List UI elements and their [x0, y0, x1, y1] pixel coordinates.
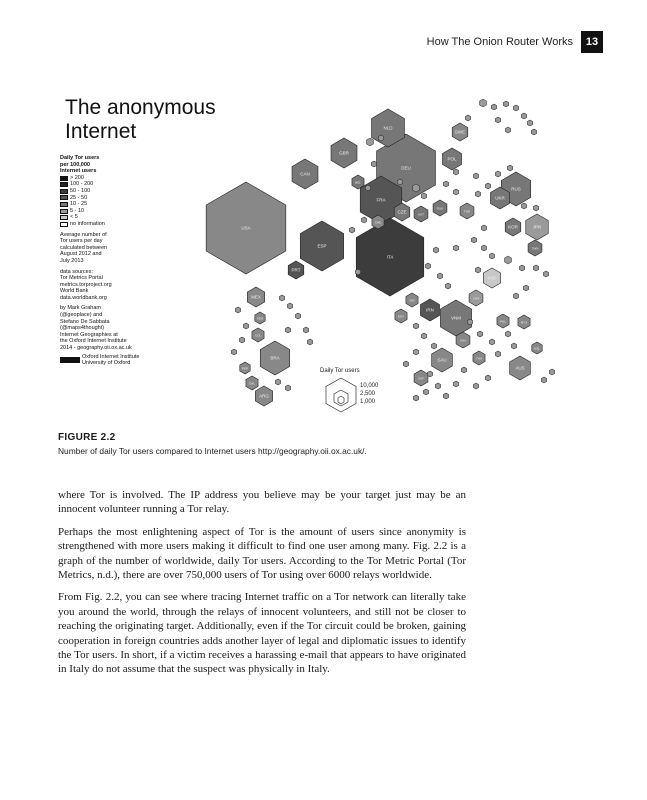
size-legend-value: 2,500	[360, 391, 376, 397]
small-country-hexagon	[533, 205, 538, 211]
small-country-hexagon	[475, 267, 480, 273]
small-country-hexagon	[285, 327, 290, 333]
country-hexagon-ita	[356, 218, 424, 296]
small-country-hexagon	[453, 245, 458, 251]
credit-line: by Mark Graham	[60, 305, 101, 312]
legend-heading-line: Internet users	[60, 168, 97, 175]
country-label: CHL	[248, 381, 256, 386]
small-country-hexagon	[503, 101, 508, 107]
country-label: IDN	[460, 338, 466, 343]
small-country-hexagon	[403, 361, 408, 367]
small-country-hexagon	[397, 179, 402, 185]
logo-line: Oxford Internet Institute	[82, 353, 140, 360]
country-label: MYS	[520, 320, 528, 325]
country-hexagon-col	[252, 328, 264, 342]
small-country-hexagon	[361, 217, 366, 223]
small-country-hexagon	[445, 283, 450, 289]
figure-title-line-1: The anonymous	[65, 96, 216, 119]
credit-line: (@geoplace) and	[60, 312, 103, 319]
page-header	[427, 31, 603, 53]
small-country-hexagon	[521, 113, 526, 119]
page-number: 13	[581, 31, 603, 53]
size-legend-title: Daily Tor users	[320, 368, 360, 374]
country-label: NZL	[534, 346, 540, 351]
country-label: IND	[488, 275, 496, 281]
country-label: JPN	[532, 224, 542, 230]
country-label: ZAF	[418, 376, 424, 381]
size-legend	[320, 368, 379, 412]
country-hexagon-pol	[442, 148, 461, 170]
small-country-hexagon	[421, 333, 426, 339]
small-country-hexagon	[489, 339, 494, 345]
small-country-hexagon	[435, 383, 440, 389]
small-country-hexagon	[413, 184, 420, 192]
note-line: July 2013	[60, 257, 84, 264]
legend-swatch	[60, 222, 68, 227]
country-hexagon-gbr	[331, 138, 357, 168]
small-country-hexagon	[481, 245, 486, 251]
legend-label: 10 - 25	[70, 201, 88, 208]
source-line: Tor Metrics Portal	[60, 275, 103, 282]
small-country-hexagon	[421, 193, 426, 199]
country-hexagon-chn	[469, 290, 483, 306]
small-country-hexagon	[461, 367, 466, 373]
small-country-hexagon	[505, 331, 510, 337]
country-label: TWN	[531, 246, 539, 251]
country-hexagon-nzl	[532, 342, 542, 354]
country-label: AUT	[418, 212, 424, 217]
small-country-hexagon	[521, 203, 526, 209]
country-hexagon-chl	[246, 376, 258, 390]
small-country-hexagon	[453, 169, 458, 175]
country-label: CZE	[397, 209, 407, 215]
figure-title-line-2: Internet	[65, 120, 137, 143]
country-label: SAU	[437, 357, 447, 363]
small-country-hexagon	[513, 105, 518, 111]
country-label: PRT	[291, 267, 301, 273]
small-country-hexagon	[465, 115, 470, 121]
country-hexagon-arg	[255, 386, 272, 406]
country-label: VEN	[256, 316, 264, 321]
country-hexagon-kor	[505, 218, 521, 236]
country-hexagon-zaf	[414, 370, 428, 386]
small-country-hexagon	[471, 237, 476, 243]
small-country-hexagon	[519, 265, 524, 271]
country-hexagon-prt	[288, 261, 304, 279]
small-country-hexagon	[413, 395, 418, 401]
logo-line: University of Oxford	[82, 360, 131, 367]
small-country-hexagon	[371, 161, 376, 167]
country-hexagon-twn	[528, 240, 542, 256]
country-label: ISR	[409, 298, 415, 303]
paragraph: Perhaps the most enlightening aspect of Tor is the amount of users since anonymity is strengthened with more users making it difficult to find one user among many. Fig. 2.2 is a graph of the number of worldwide, daily Tor users. According to the Tor Metric Portal (Tor Metrics, n.d.), there are over 750,000 users of Tor using over 6000 relays worldwide.	[58, 525, 466, 582]
country-label: CAN	[300, 171, 310, 177]
credit-line: Internet Geographies at	[60, 331, 118, 338]
small-country-hexagon	[473, 383, 478, 389]
country-label: THA	[476, 356, 482, 361]
small-country-hexagon	[527, 120, 532, 126]
country-label: UKR	[495, 195, 505, 201]
country-label: EGY	[397, 314, 405, 319]
country-hexagon-ind	[483, 268, 500, 288]
small-country-hexagon	[489, 253, 494, 259]
country-hexagon-tha	[473, 351, 485, 365]
small-country-hexagon	[355, 269, 360, 275]
figure-label: FIGURE 2.2	[58, 432, 116, 443]
country-label: BRA	[270, 355, 280, 361]
small-country-hexagon	[413, 349, 418, 355]
country-hexagon-sau	[432, 348, 453, 372]
small-country-hexagon	[485, 375, 490, 381]
country-label: GBR	[339, 150, 349, 156]
logo-mark-icon	[60, 357, 80, 363]
small-country-hexagon	[365, 185, 370, 191]
country-hexagon-isr	[406, 293, 418, 307]
small-country-hexagon	[495, 117, 500, 123]
country-label: NLD	[383, 125, 393, 131]
running-title: How The Onion Router Works	[426, 36, 573, 48]
legend-swatch	[60, 176, 68, 181]
small-country-hexagon	[543, 271, 548, 277]
country-hexagon-aus	[510, 356, 531, 380]
legend-label: 5 - 10	[70, 207, 85, 214]
country-label: COL	[254, 333, 262, 338]
country-hexagon-usa	[206, 182, 286, 274]
legend-swatch	[60, 209, 68, 214]
small-country-hexagon	[495, 351, 500, 357]
credit-line: the Oxford Internet Institute	[60, 338, 127, 345]
legend-swatch	[60, 189, 68, 194]
paragraph: where Tor is involved. The IP address you believe may be your target just may be an innocent volunteer running a Tor relay.	[58, 489, 466, 516]
credit-line: Stefano De Sabbata	[60, 318, 110, 325]
small-country-hexagon	[485, 183, 490, 189]
small-country-hexagon	[433, 247, 438, 253]
legend-label: no information	[70, 220, 105, 227]
country-hexagon-tur	[460, 203, 474, 219]
hexagon-cartogram-figure	[58, 90, 598, 430]
small-country-hexagon	[453, 381, 458, 387]
small-country-hexagon	[505, 256, 512, 264]
country-hexagon-irn	[420, 299, 439, 321]
small-country-hexagon	[275, 379, 280, 385]
legend-swatch	[60, 195, 68, 200]
country-hexagon-per	[240, 362, 250, 374]
country-hexagon-mex	[247, 287, 264, 307]
small-country-hexagon	[467, 319, 472, 325]
country-hexagon-jpn	[526, 214, 549, 240]
country-hexagon-ven	[255, 312, 265, 324]
country-label: USA	[241, 225, 251, 231]
small-country-hexagon	[549, 369, 554, 375]
small-country-hexagon	[367, 138, 374, 146]
body-text	[58, 488, 466, 685]
legend-label: 25 - 50	[70, 194, 88, 201]
source-line: data sources:	[60, 268, 94, 275]
small-country-hexagon	[235, 307, 240, 313]
country-label: BEL	[355, 180, 361, 185]
credit-line: (@maps4thought)	[60, 325, 105, 332]
note-line: August 2012 and	[60, 251, 102, 258]
small-country-hexagon	[533, 265, 538, 271]
hexagon-map	[138, 90, 598, 430]
small-country-hexagon	[413, 323, 418, 329]
small-country-hexagon	[507, 165, 512, 171]
country-label: PHL	[500, 319, 506, 324]
country-label: ITA	[386, 254, 394, 260]
legend-label: 50 - 100	[70, 187, 91, 194]
country-label: IRN	[426, 307, 434, 313]
small-country-hexagon	[511, 343, 516, 349]
country-label: KOR	[508, 224, 518, 230]
small-country-hexagon	[303, 327, 308, 333]
small-country-hexagon	[285, 385, 290, 391]
country-label: FRA	[376, 197, 386, 203]
country-hexagon-vnm	[440, 300, 471, 336]
legend-label: 100 - 200	[70, 181, 94, 188]
legend-swatch	[60, 202, 68, 207]
small-country-hexagon	[491, 104, 496, 110]
small-country-hexagon	[443, 393, 448, 399]
small-country-hexagon	[295, 313, 300, 319]
country-hexagon-can	[292, 159, 318, 189]
size-legend-value: 1,000	[360, 399, 376, 405]
small-country-hexagon	[378, 135, 383, 141]
source-line: metrics.torproject.org	[60, 281, 112, 288]
size-legend-value: 10,000	[360, 383, 379, 389]
small-country-hexagon	[437, 273, 442, 279]
small-country-hexagon	[243, 323, 248, 329]
legend-label: < 5	[70, 214, 78, 221]
country-hexagon-bra	[260, 341, 289, 375]
credit-line: 2014 - geography.oii.ox.ac.uk	[60, 345, 132, 352]
country-label: ARG	[259, 393, 269, 399]
small-country-hexagon	[231, 349, 236, 355]
country-hexagon-esp	[300, 221, 343, 271]
country-hexagon-rou	[433, 200, 447, 216]
country-hexagon-aut	[414, 206, 428, 222]
country-label: MEX	[251, 294, 261, 300]
small-country-hexagon	[279, 295, 284, 301]
country-label: ESP	[317, 243, 327, 249]
country-label: CHE	[374, 220, 382, 225]
small-country-hexagon	[307, 339, 312, 345]
country-hexagon-swe	[452, 123, 468, 141]
paragraph: From Fig. 2.2, you can see where tracing Internet traffic on a Tor network can literally take you around the world, through the relays of innocent volunteers, and still not be closer to reaching the originating target. Additionally, even if the Tor circuit could be broken, gaining cooperation in foreign countries adds another layer of legal and diplomatic issues to identify the Tor users. In short, if a victim receives a harassing e-mail that appears to have originated in Italy do not assume that the suspect was physically in Italy.	[58, 591, 466, 676]
legend-swatch	[60, 182, 68, 187]
source-line: data.worldbank.org	[60, 294, 107, 301]
small-country-hexagon	[287, 303, 292, 309]
country-hexagon-phl	[497, 314, 509, 328]
country-hexagon-egy	[395, 309, 407, 323]
small-country-hexagon	[427, 371, 432, 377]
legend-label: > 200	[70, 174, 84, 181]
small-country-hexagon	[541, 377, 546, 383]
small-country-hexagon	[425, 263, 430, 269]
size-hex-small	[338, 396, 344, 404]
country-label: VNM	[451, 315, 461, 321]
small-country-hexagon	[239, 337, 244, 343]
country-label: PER	[241, 366, 249, 371]
small-country-hexagon	[513, 293, 518, 299]
small-country-hexagon	[443, 181, 448, 187]
small-country-hexagon	[523, 285, 528, 291]
note-line: calculated between	[60, 244, 108, 251]
small-country-hexagon	[495, 171, 500, 177]
small-country-hexagon	[431, 343, 436, 349]
note-line: Tor users per day	[60, 238, 103, 245]
legend-swatch	[60, 215, 68, 220]
legend-heading-line: Daily Tor users	[60, 155, 100, 161]
legend-heading-line: per 100,000	[60, 161, 90, 168]
small-country-hexagon	[531, 129, 536, 135]
country-label: SWE	[454, 129, 466, 135]
small-country-hexagon	[423, 389, 428, 395]
country-label: POL	[447, 156, 457, 162]
country-hexagon-mys	[518, 315, 530, 329]
small-country-hexagon	[475, 191, 480, 197]
small-country-hexagon	[481, 225, 486, 231]
small-country-hexagon	[477, 331, 482, 337]
country-label: DEU	[401, 165, 411, 171]
note-line: Average number of	[60, 231, 107, 238]
source-line: World Bank	[60, 288, 89, 295]
small-country-hexagon	[480, 99, 487, 107]
country-label: TUR	[463, 209, 471, 214]
small-country-hexagon	[505, 127, 510, 133]
small-country-hexagon	[453, 189, 458, 195]
country-label: AUS	[515, 365, 525, 371]
country-label: CHN	[472, 296, 480, 301]
small-country-hexagon	[473, 173, 478, 179]
small-country-hexagon	[349, 227, 354, 233]
country-label: ROU	[436, 206, 444, 211]
country-label: RUS	[511, 186, 521, 192]
figure-caption: Number of daily Tor users compared to Internet users http://geography.oii.ox.ac.uk/.	[58, 446, 367, 456]
